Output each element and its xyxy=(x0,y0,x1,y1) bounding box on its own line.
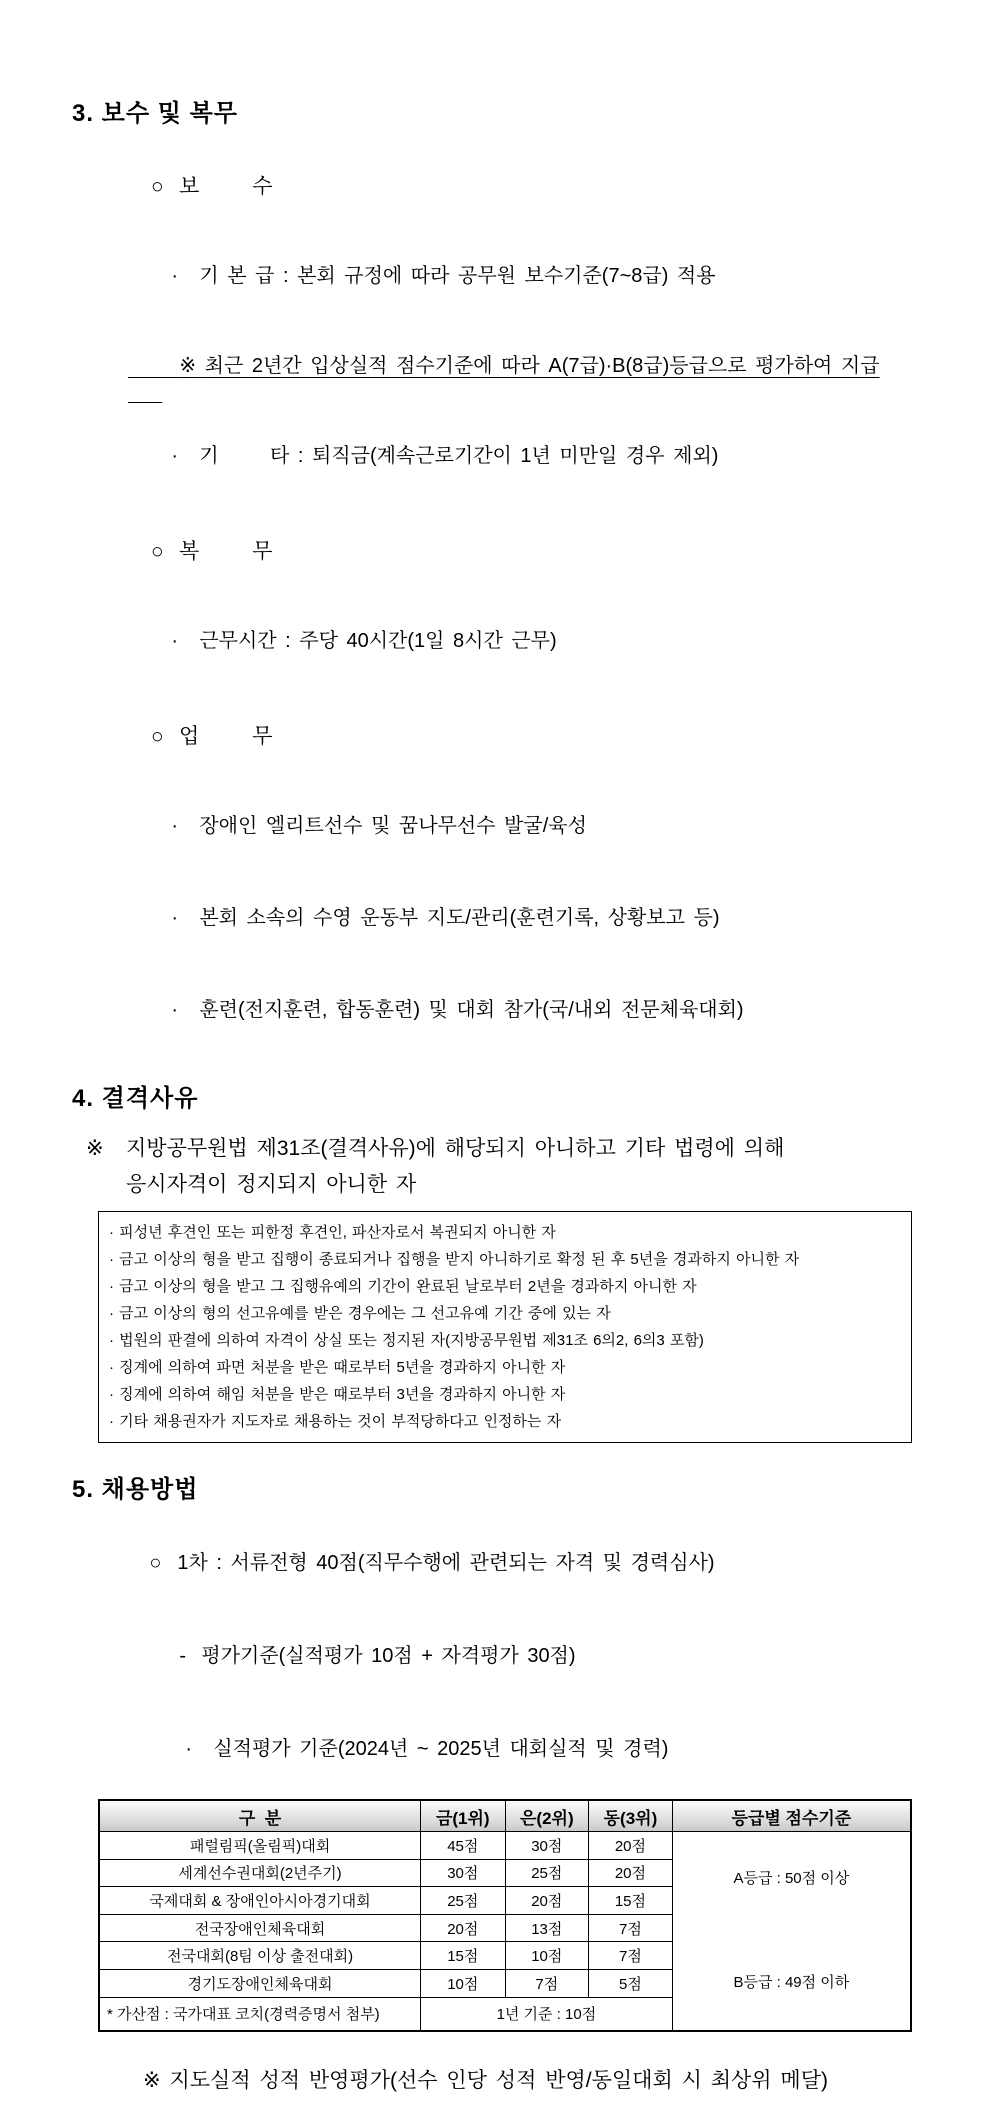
dot-bullet-icon: · xyxy=(171,815,179,837)
cell-bonus-label: * 가산점 : 국가대표 코치(경력증명서 첨부) xyxy=(99,1997,421,2031)
dash-bullet-icon: - xyxy=(179,1645,187,1667)
dot-bullet-icon: · xyxy=(171,999,179,1021)
cell-bronze: 20점 xyxy=(589,1832,673,1860)
item-first-round xyxy=(98,1526,922,1601)
group-duties xyxy=(98,699,922,774)
cell-bonus-value: 1년 기준 : 10점 xyxy=(421,1997,673,2031)
law-item: · 금고 이상의 형을 받고 집행이 종료되거나 집행을 받지 아니하기로 확정 된 후 5년을 경과하지 아니한 자 xyxy=(109,1251,800,1268)
reference-mark-icon: ※ xyxy=(143,2069,161,2092)
cell-gold: 20점 xyxy=(421,1914,505,1942)
cell-silver: 25점 xyxy=(505,1859,589,1887)
group-pay-label: 보 수 xyxy=(179,175,273,198)
item-etc-pay-text: 기 타 : 퇴직금(계속근로기간이 1년 미만일 경우 제외) xyxy=(199,445,719,467)
item-duty-1-text: 장애인 엘리트선수 및 꿈나무선수 발굴/육성 xyxy=(199,815,587,837)
item-work-hours xyxy=(120,604,922,679)
cell-bronze: 15점 xyxy=(589,1887,673,1915)
item-eval-criteria xyxy=(128,1619,922,1694)
item-base-pay xyxy=(120,239,922,314)
item-base-pay-text: 기 본 급 : 본회 규정에 따라 공무원 보수기준(7~8급) 적용 xyxy=(199,265,716,287)
note-grade-pay-text: 최근 2년간 입상실적 점수기준에 따라 A(7급)·B(8급)등급으로 평가하여 지급 xyxy=(204,355,880,377)
item-performance-criteria xyxy=(134,1712,922,1787)
group-service xyxy=(98,514,922,589)
dot-bullet-icon: · xyxy=(185,1738,193,1760)
item-etc-pay xyxy=(120,419,922,494)
disqualification-intro xyxy=(86,1131,922,1203)
cell-bronze: 7점 xyxy=(589,1914,673,1942)
dot-bullet-icon: · xyxy=(171,630,179,652)
cell-bronze: 20점 xyxy=(589,1859,673,1887)
circle-bullet-icon: ○ xyxy=(151,540,164,563)
cell-silver: 20점 xyxy=(505,1887,589,1915)
reference-mark-icon: ※ xyxy=(86,1137,104,1160)
cell-grade-criteria xyxy=(672,1832,911,2032)
law-item: · 금고 이상의 형의 선고유예를 받은 경우에는 그 선고유예 기간 중에 있는 자 xyxy=(109,1305,611,1322)
item-duty-2 xyxy=(120,881,922,956)
cell-category: 경기도장애인체육대회 xyxy=(99,1969,421,1997)
coaching-record-note-text: 지도실적 성적 반영평가(선수 인당 성적 반영/동일대회 시 최상위 메달) xyxy=(169,2069,828,2092)
item-work-hours-text: 근무시간 : 주당 40시간(1일 8시간 근무) xyxy=(199,630,557,652)
intro-line-1: 지방공무원법 제31조(결격사유)에 해당되지 아니하고 기타 법령에 의해 xyxy=(126,1137,785,1160)
item-eval-criteria-text: 평가기준(실적평가 10점 + 자격평가 30점) xyxy=(201,1645,576,1667)
cell-gold: 10점 xyxy=(421,1969,505,1997)
cell-bronze: 5점 xyxy=(589,1969,673,1997)
header-grade-criteria: 등급별 점수기준 xyxy=(672,1800,911,1832)
disqualification-box xyxy=(98,1211,912,1443)
header-category: 구 분 xyxy=(99,1800,421,1832)
score-table-header-row xyxy=(99,1800,911,1832)
table-row xyxy=(99,1832,911,1860)
cell-category: 패럴림픽(올림픽)대회 xyxy=(99,1832,421,1860)
circle-bullet-icon: ○ xyxy=(151,725,164,748)
section-recruitment-method xyxy=(72,1469,922,2118)
cell-silver: 13점 xyxy=(505,1914,589,1942)
cell-gold: 15점 xyxy=(421,1942,505,1970)
cell-gold: 25점 xyxy=(421,1887,505,1915)
cell-category: 전국장애인체육대회 xyxy=(99,1914,421,1942)
law-item: · 피성년 후견인 또는 피한정 후견인, 파산자로서 복권되지 아니한 자 xyxy=(109,1224,556,1241)
item-duty-1 xyxy=(120,789,922,864)
section4-title: 4. 결격사유 xyxy=(72,1085,199,1112)
law-item: · 법원의 판결에 의하여 자격이 상실 또는 정지된 자(지방공무원법 제31조 6의2, 6의3 포함) xyxy=(109,1332,704,1349)
header-silver: 은(2위) xyxy=(505,1800,589,1832)
header-bronze: 동(3위) xyxy=(589,1800,673,1832)
law-item: · 기타 채용권자가 지도자로 채용하는 것이 부적당하다고 인정하는 자 xyxy=(109,1413,562,1430)
item-duty-2-text: 본회 소속의 수영 운동부 지도/관리(훈련기록, 상황보고 등) xyxy=(199,907,720,929)
item-performance-criteria-text: 실적평가 기준(2024년 ~ 2025년 대회실적 및 경력) xyxy=(213,1738,669,1760)
cell-gold: 45점 xyxy=(421,1832,505,1860)
cell-gold: 30점 xyxy=(421,1859,505,1887)
intro-line-2: 응시자격이 정지되지 아니한 자 xyxy=(126,1173,417,1196)
dot-bullet-icon: · xyxy=(171,445,179,467)
grade-line-a: A등급 : 50점 이상 xyxy=(733,1870,850,1887)
group-duties-label: 업 무 xyxy=(179,725,273,748)
circle-bullet-icon: ○ xyxy=(149,1552,162,1574)
law-item: · 금고 이상의 형을 받고 그 집행유예의 기간이 완료된 날로부터 2년을 경과하지 아니한 자 xyxy=(109,1278,697,1295)
cell-silver: 10점 xyxy=(505,1942,589,1970)
cell-category: 국제대회 & 장애인아시아경기대회 xyxy=(99,1887,421,1915)
item-duty-3-text: 훈련(전지훈련, 합동훈련) 및 대회 참가(국/내외 전문체육대회) xyxy=(199,999,744,1021)
section-compensation-service xyxy=(72,93,922,1048)
item-first-round-text: 1차 : 서류전형 40점(직무수행에 관련되는 자격 및 경력심사) xyxy=(177,1552,715,1574)
cell-silver: 7점 xyxy=(505,1969,589,1997)
cell-bronze: 7점 xyxy=(589,1942,673,1970)
group-pay xyxy=(98,149,922,224)
disqualification-intro-text xyxy=(126,1131,784,1203)
circle-bullet-icon: ○ xyxy=(151,175,164,198)
grade-line-b: B등급 : 49점 이하 xyxy=(733,1974,850,1991)
law-item: · 징계에 의하여 파면 처분을 받은 때로부터 5년을 경과하지 아니한 자 xyxy=(109,1359,566,1376)
header-gold: 금(1위) xyxy=(421,1800,505,1832)
section5-title: 5. 채용방법 xyxy=(72,1476,199,1503)
section-disqualification xyxy=(72,1078,922,1443)
dot-bullet-icon: · xyxy=(171,907,179,929)
law-item: · 징계에 의하여 해임 처분을 받은 때로부터 3년을 경과하지 아니한 자 xyxy=(109,1386,566,1403)
dot-bullet-icon: · xyxy=(171,265,179,287)
note-grade-pay xyxy=(128,329,922,404)
cell-category: 세계선수권대회(2년주기) xyxy=(99,1859,421,1887)
coaching-record-note xyxy=(90,2040,922,2118)
spacer xyxy=(675,1925,908,1937)
item-duty-3 xyxy=(120,973,922,1048)
group-service-label: 복 무 xyxy=(179,540,273,563)
section3-title: 3. 보수 및 복무 xyxy=(72,100,238,127)
cell-silver: 30점 xyxy=(505,1832,589,1860)
reference-mark-icon: ※ xyxy=(179,355,197,377)
score-table xyxy=(98,1799,912,2032)
cell-category: 전국대회(8팀 이상 출전대회) xyxy=(99,1942,421,1970)
